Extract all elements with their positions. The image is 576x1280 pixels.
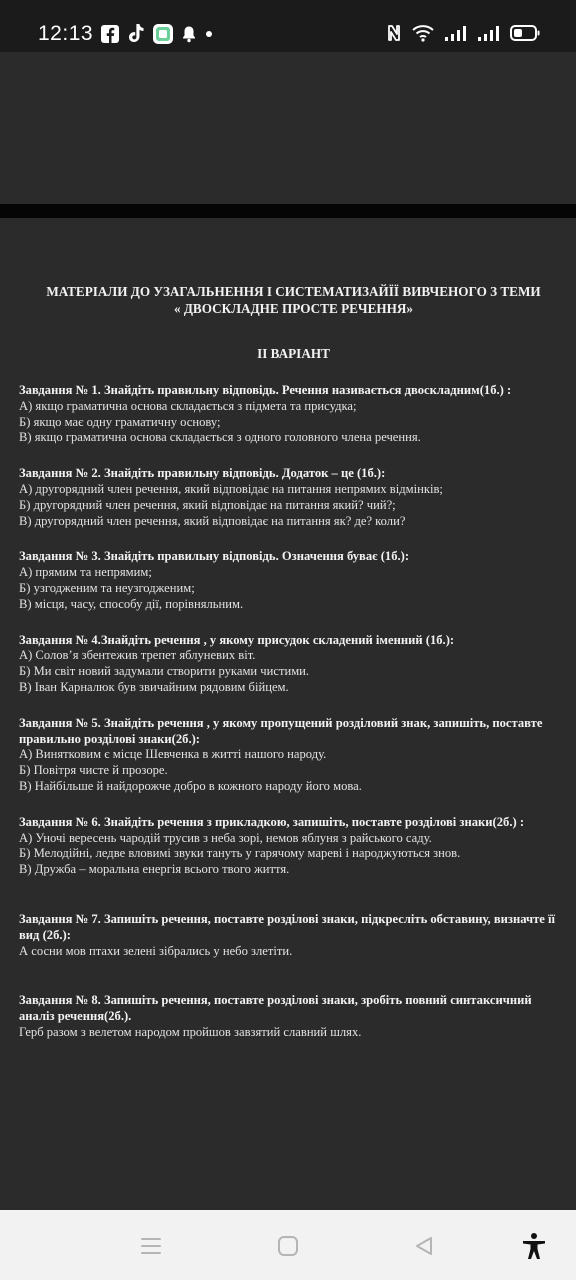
status-time: 12:13: [38, 22, 94, 45]
task-heading: Завдання № 7. Запишіть речення, поставте розділові знаки, підкресліть обставину, визначте її вид (2б.):: [19, 911, 556, 942]
task-4: [19, 633, 560, 696]
status-notification-icons: [101, 24, 213, 44]
task-option: В) Дружба – моральна енергія всього твого життя.: [19, 862, 290, 877]
task-5: [19, 716, 560, 795]
accessibility-icon[interactable]: [518, 1230, 550, 1262]
task-option: В) Найбільше й найдорожче добро в кожного народу його мова.: [19, 778, 362, 793]
menu-icon[interactable]: [135, 1230, 167, 1262]
nfc-icon: [386, 24, 402, 42]
task-6: [19, 815, 560, 878]
app-notification-icon: [153, 24, 173, 44]
task-option: В) якщо граматична основа складається з одного головного члена речення.: [19, 430, 421, 445]
wifi-icon: [411, 24, 435, 42]
task-option: В) місця, часу, способу дії, порівняльним.: [19, 596, 244, 611]
home-icon[interactable]: [272, 1230, 304, 1262]
tiktok-icon: [127, 24, 145, 44]
task-8: [19, 993, 560, 1040]
task-heading: Завдання № 1. Знайдіть правильну відповідь. Речення називається двоскладним(1б.) :: [19, 383, 512, 397]
task-7: [19, 912, 560, 959]
dot-icon: [205, 30, 213, 38]
task-heading: Завдання № 4.Знайдіть речення , у якому присудок складений іменний (1б.):: [19, 632, 455, 647]
task-sentence: Герб разом з велетом народом пройшов завзятий славний шлях.: [19, 1024, 362, 1039]
task-heading: Завдання № 6. Знайдіть речення з прикладкою, запишіть, поставте розділові знаки(2б.) :: [19, 814, 525, 829]
task-sentence: А сосни мов птахи зелені зібрались у небо злетіти.: [19, 943, 293, 958]
toolbar-area: [0, 52, 576, 204]
task-option: В) другорядний член речення, який відповідає на питання як? де? коли?: [19, 513, 406, 528]
variant-heading: ІІ ВАРІАНТ: [257, 346, 330, 361]
task-option: А) Винятковим є місце Шевченка в житті нашого народу.: [19, 747, 327, 762]
status-system-icons: [386, 24, 540, 42]
task-option: А) другорядний член речення, який відповідає на питання непрямих відмінків;: [19, 481, 443, 496]
task-3: [19, 549, 560, 612]
task-option: Б) якщо має одну граматичну основу;: [19, 414, 221, 429]
task-option: Б) Ми світ новий задумали створити руками чистими.: [19, 664, 310, 679]
task-option: Б) Повітря чисте й прозоре.: [19, 763, 168, 778]
navigation-bar: [0, 1210, 576, 1280]
task-heading: Завдання № 8. Запишіть речення, поставте розділові знаки, зробіть повний синтаксичний аналіз речення(2б.).: [19, 993, 532, 1024]
facebook-icon: [101, 25, 119, 43]
task-option: Б) Мелодійні, ледве вловимі звуки тануть у гарячому мареві і народжуються знов.: [19, 846, 461, 861]
battery-icon: [510, 24, 540, 42]
task-option: А) прямим та непрямим;: [19, 565, 152, 580]
bell-icon: [181, 25, 197, 43]
task-heading: Завдання № 5. Знайдіть речення , у якому пропущений розділовий знак, запишіть, поставте правильно розділові знаки(2б.):: [19, 715, 543, 746]
signal-icon: [477, 24, 501, 42]
task-option: А) Уночі вересень чародій трусив з неба зорі, немов яблуня з райського саду.: [19, 830, 432, 845]
document-title: [19, 284, 560, 317]
task-option: А) якщо граматична основа складається з підмета та присудка;: [19, 398, 357, 413]
back-icon[interactable]: [408, 1230, 440, 1262]
task-option: В) Іван Карналюк був звичайним рядовим бійцем.: [19, 679, 289, 694]
task-heading: Завдання № 3. Знайдіть правильну відповідь. Означення буває (1б.):: [19, 549, 410, 564]
document-title-line2: « ДВОСКЛАДНЕ ПРОСТЕ РЕЧЕННЯ»: [173, 300, 414, 316]
document-page[interactable]: [0, 218, 576, 1210]
task-option: А) Солов’я збентежив трепет яблуневих віт.: [19, 648, 256, 663]
task-option: Б) узгодженим та неузгодженим;: [19, 580, 195, 595]
task-2: [19, 466, 560, 529]
page-separator: [0, 204, 576, 218]
task-option: Б) другорядний член речення, який відповідає на питання який? чий?;: [19, 497, 396, 512]
signal-icon: [444, 24, 468, 42]
task-heading: Завдання № 2. Знайдіть правильну відповідь. Додаток – це (1б.):: [19, 466, 386, 481]
task-1: [19, 383, 560, 446]
document-title-line1: МАТЕРІАЛИ ДО УЗАГАЛЬНЕННЯ І СИСТЕМАТИЗАЙЇЇ ВИВЧЕНОГО З ТЕМИ: [46, 284, 541, 299]
